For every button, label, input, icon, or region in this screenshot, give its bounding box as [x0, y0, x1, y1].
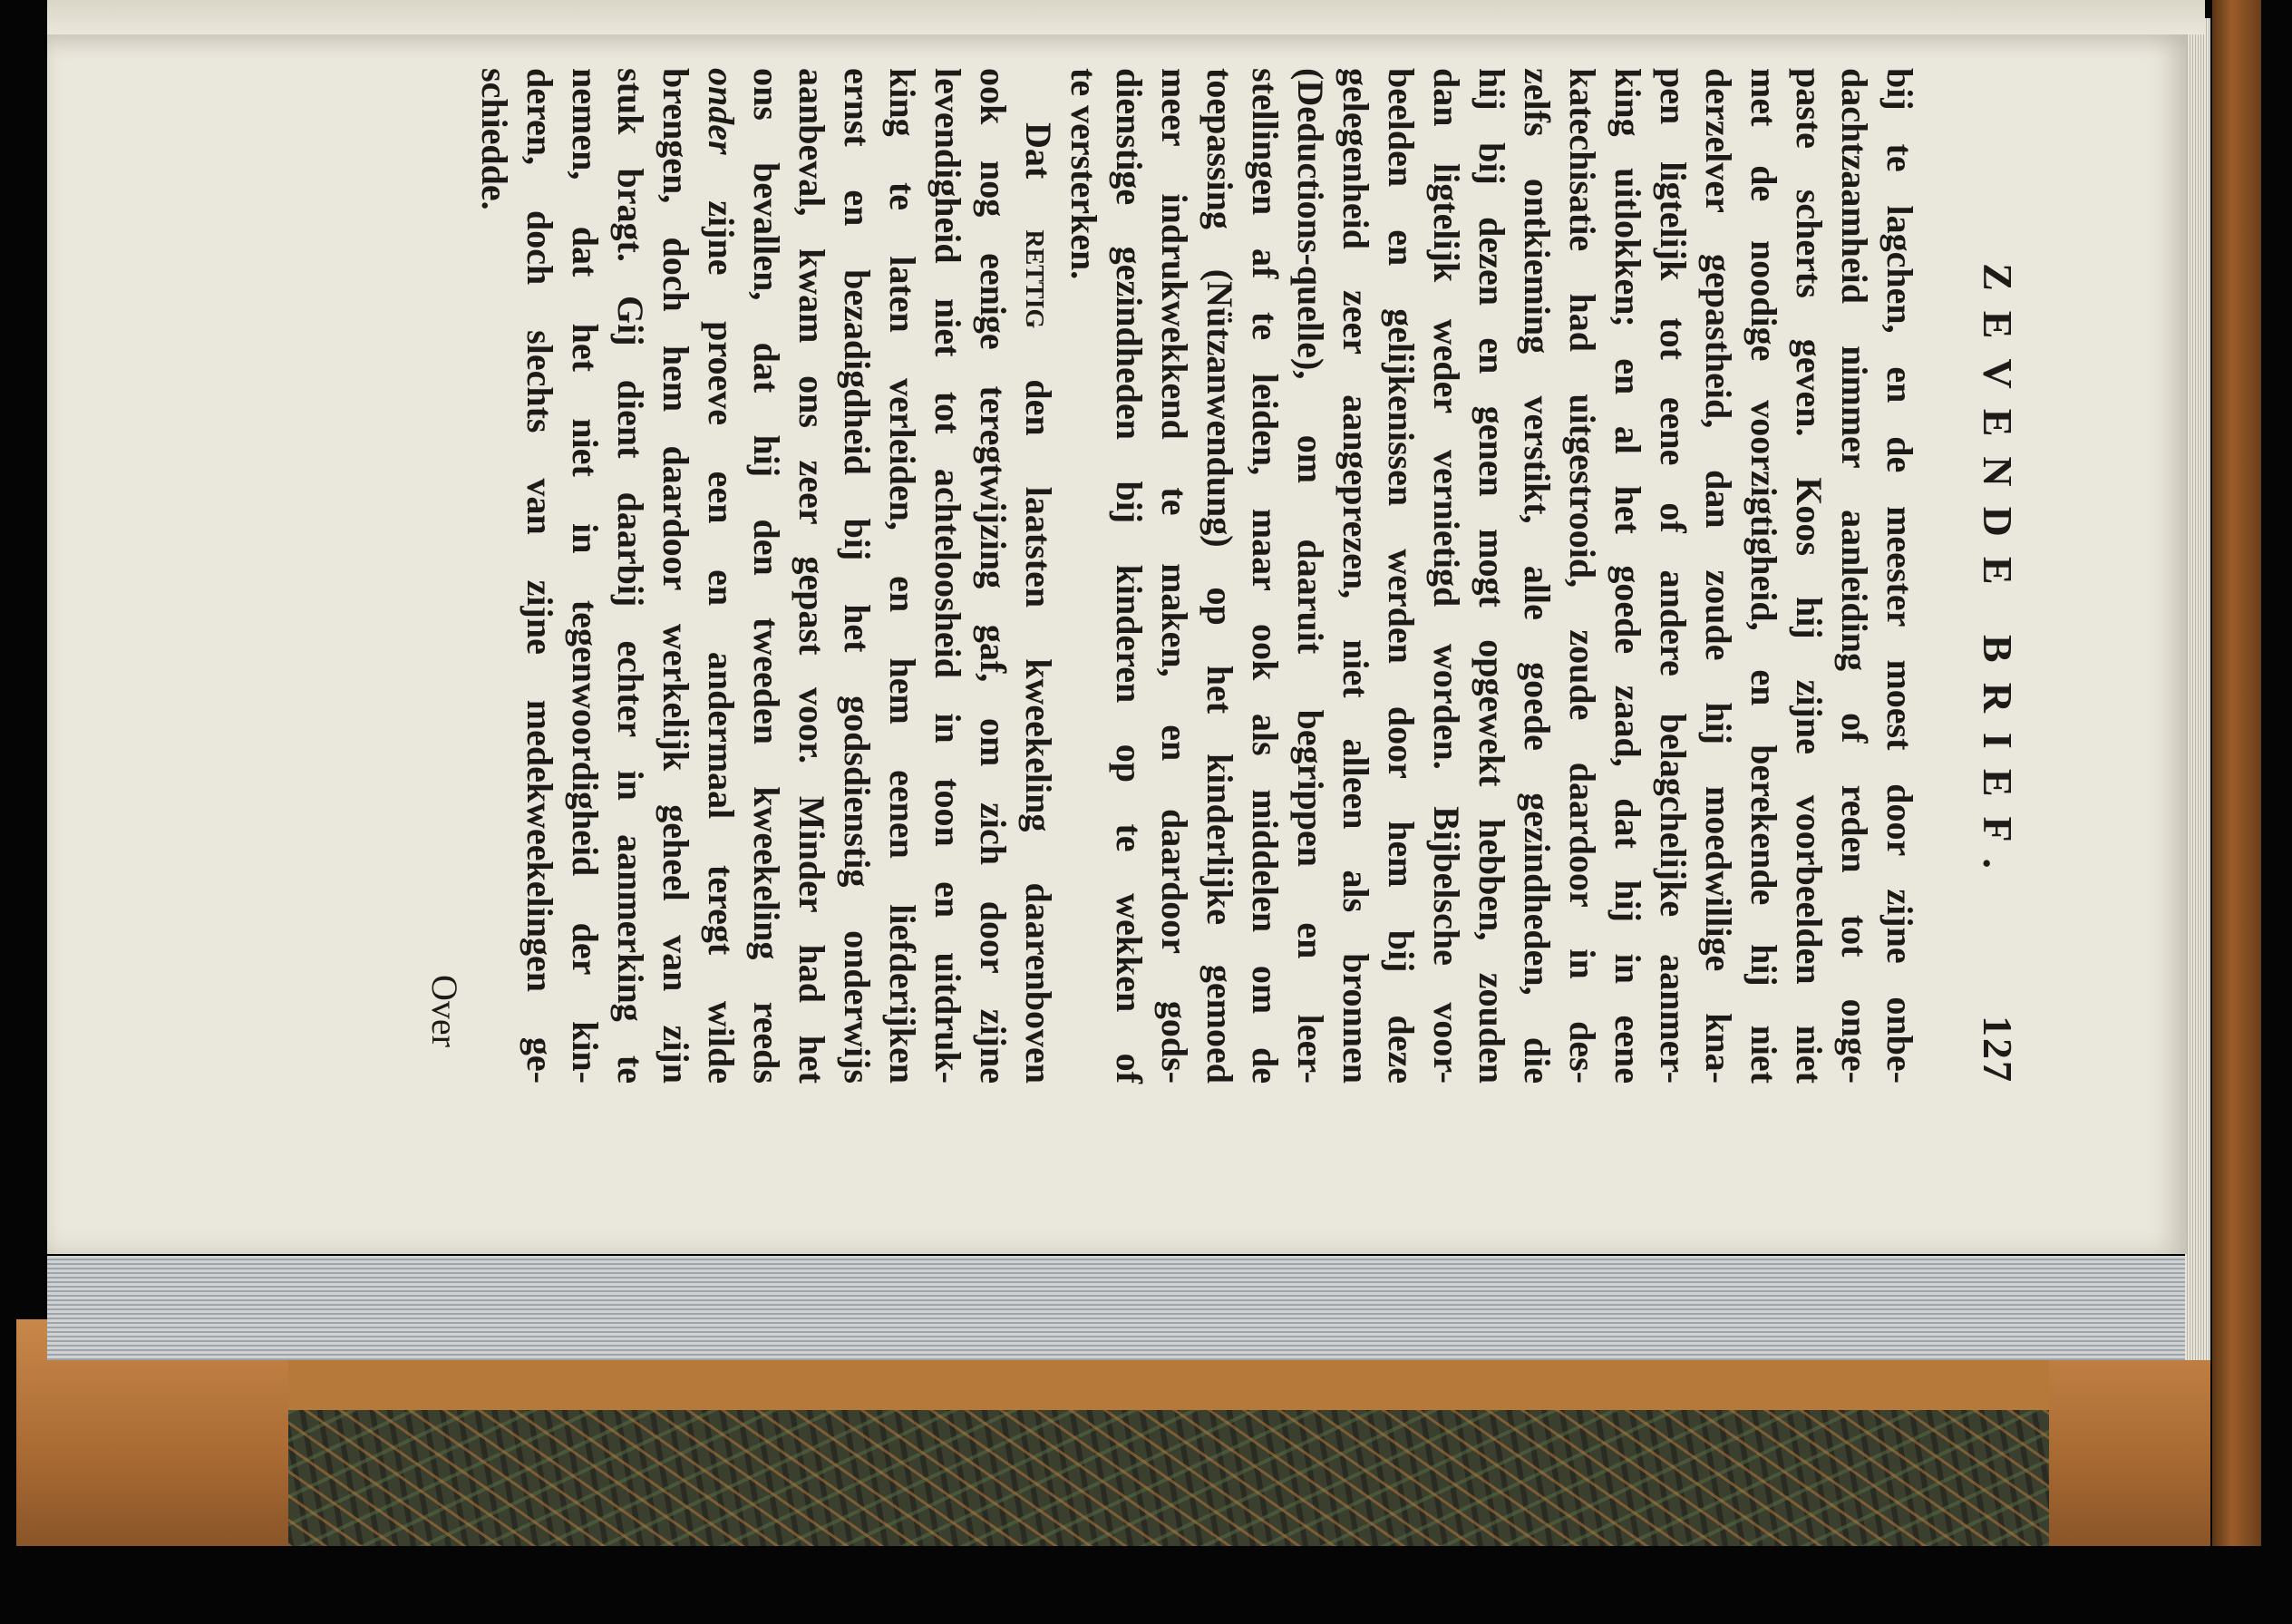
text-line: paste scherts geven. Koos hij zijne voorbeelden niet [1789, 68, 1830, 1084]
paragraph-1 [1061, 68, 1922, 1084]
text-line: bij te lagchen, en de meester moest door zijne onbe- [1879, 68, 1920, 1084]
page-block-edges [47, 1256, 2209, 1360]
text-line: te versterken. [1063, 68, 1104, 280]
paragraph-2 [471, 68, 1061, 1084]
text-line: deren, doch slechts van zijne medekweekelingen ge- [520, 68, 560, 1084]
text-line: ook nog eenige teregtwijzing gaf, om zich door zijne [973, 68, 1014, 1084]
book-spine [2212, 0, 2261, 1546]
running-head [1958, 68, 2022, 1084]
text-line: ons bevallen, dat hij den tweeden kweekeling reeds [746, 68, 787, 1084]
page-number: 127 [1975, 1016, 2021, 1084]
page-block-edges-right [2185, 18, 2210, 1360]
text-line: levendigheid niet tot achteloosheid in toon en uitdruk- [927, 68, 968, 1084]
author-name: rettig [1018, 229, 1059, 329]
page-top-edge [47, 0, 2205, 34]
text-line: katechisatie had uitgestrooid, zoude daardoor in des- [1562, 68, 1603, 1084]
text-line: king uitlokken; en al het goede zaad, dat hij in eene [1607, 68, 1648, 1084]
italic-line-rest: zijne proeve een en andermaal teregt wilde [701, 154, 742, 1084]
text-line: brengen, doch hem daardoor werkelijk geheel van zijn [656, 68, 696, 1084]
text-line: hij bij dezen en genen mogt opgewekt hebben, zouden [1471, 68, 1512, 1084]
text-line: schiedde. [474, 68, 515, 210]
text-line: stellingen af te leiden, maar ook als middelen om de [1245, 68, 1286, 1084]
text-line: toepassing (Nützanwendung) op het kinderlijke gemoed [1199, 68, 1240, 1084]
page-text-block [299, 68, 2022, 1084]
text-line: nemen, dat het niet in tegenwoordigheid der kin- [565, 68, 606, 1084]
text-line: dachtzaamheid nimmer aanleiding of reden tot onge- [1834, 68, 1875, 1084]
text-line: beelden en gelijkenissen werden door hem bij deze [1381, 68, 1422, 1084]
text-line: stuk bragt. Gij dient daarbij echter in aanmerking te [610, 68, 651, 1084]
running-title: ZEVENDE BRIEF. [1975, 263, 2021, 889]
text-line: met de noodige voorzigtigheid, en berekende hij niet [1743, 68, 1784, 1084]
text-line: derzelver gepastheid, dan zoude hij moedwillige kna- [1698, 68, 1739, 1084]
paragraph-lead-rest: den laatsten kweekeling daarenboven [1018, 328, 1059, 1084]
text-line: dan ligtelijk weder vernietigd worden. Bijbelsche voor- [1426, 68, 1467, 1084]
marbled-board [288, 1410, 2049, 1546]
paragraph-lead: Dat [1018, 122, 1059, 230]
text-line: dienstige gezindheden bij kinderen op te wekken of [1109, 68, 1150, 1084]
text-line: zelfs ontkieming verstikt, alle goede gezindheden, die [1517, 68, 1558, 1084]
text-line: pen ligtelijk tot eene of andere belagchelijke aanmer- [1653, 68, 1694, 1084]
italic-word: onder [701, 68, 742, 155]
text-line [1015, 68, 1061, 1084]
catchword: Over [424, 975, 465, 1047]
text-line: gelegenheid zeer aangeprezen, niet alleen als bronnen [1335, 68, 1376, 1084]
text-line: meer indrukwekkend te maken, en daardoor gods- [1154, 68, 1195, 1084]
text-line: (Deductions-quelle), om daaruit begrippen en leer- [1290, 68, 1331, 1084]
text-line: ernst en bezadigdheid bij het godsdienstig onderwijs [837, 68, 878, 1084]
text-line: king te laten verleiden, en hem eenen liefderijken [882, 68, 923, 1084]
text-line: aanbeval, kwam ons zeer gepast voor. Minder had het [792, 68, 832, 1084]
text-line [698, 68, 743, 1084]
